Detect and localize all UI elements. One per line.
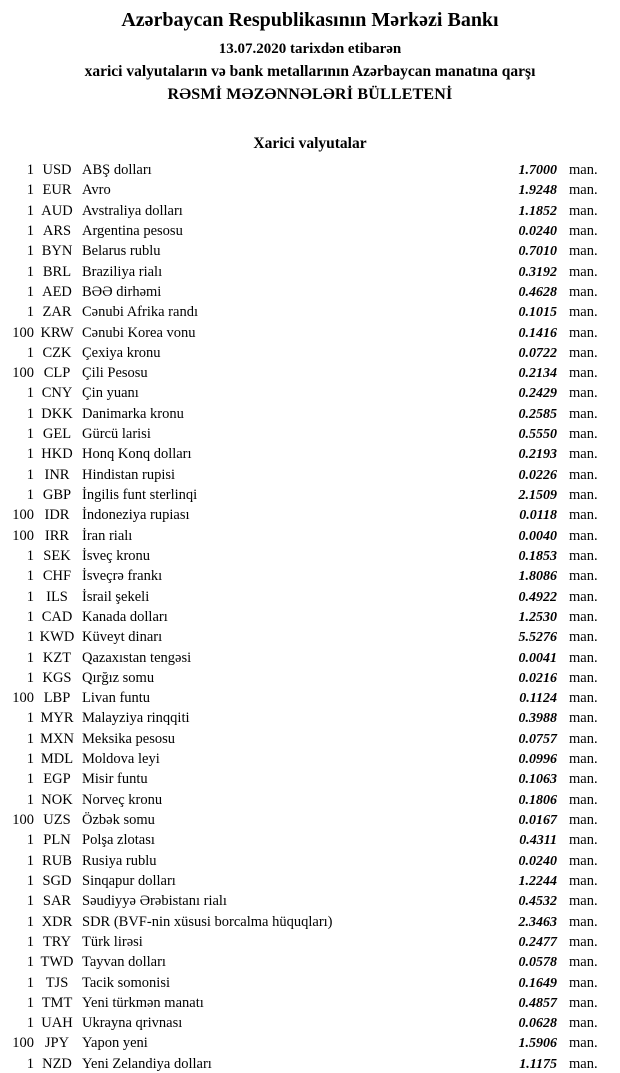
row-unit-label: man. xyxy=(569,405,598,422)
row-currency-name: Belarus rublu xyxy=(82,243,161,260)
row-currency-code: RUB xyxy=(42,852,72,869)
table-row xyxy=(0,587,620,607)
row-rate-value: 0.0118 xyxy=(519,508,557,524)
row-rate-value: 0.4922 xyxy=(518,589,557,605)
row-unit-label: man. xyxy=(569,426,598,443)
row-currency-name: Rusiya rublu xyxy=(82,852,157,869)
row-currency-code: KZT xyxy=(42,649,72,666)
row-currency-name: Danimarka kronu xyxy=(82,405,184,422)
row-unit-label: man. xyxy=(569,913,598,930)
row-currency-name: BƏƏ dirhəmi xyxy=(82,283,162,300)
row-unit-label: man. xyxy=(569,994,598,1011)
row-currency-code: UAH xyxy=(41,1015,73,1032)
row-rate-value: 0.2134 xyxy=(518,366,557,382)
currency-rates-table xyxy=(0,160,620,1073)
row-unit-label: man. xyxy=(569,466,598,483)
table-row xyxy=(0,262,620,282)
table-row xyxy=(0,871,620,891)
row-quantity: 1 xyxy=(26,771,34,788)
row-quantity: 1 xyxy=(26,730,34,747)
row-currency-name: Misir funtu xyxy=(82,771,148,788)
row-unit-label: man. xyxy=(569,832,598,849)
table-row xyxy=(0,546,620,566)
row-currency-name: Yapon yeni xyxy=(82,1035,148,1052)
row-currency-code: XDR xyxy=(41,913,73,930)
row-currency-code: CHF xyxy=(42,568,72,585)
row-currency-code: UZS xyxy=(43,812,71,828)
row-rate-value: 0.7010 xyxy=(518,244,557,260)
row-unit-label: man. xyxy=(569,283,598,300)
row-unit-label: man. xyxy=(569,771,598,788)
row-rate-value: 1.9248 xyxy=(518,183,557,199)
row-quantity: 1 xyxy=(26,547,34,564)
row-quantity: 100 xyxy=(12,812,34,828)
row-rate-value: 1.1175 xyxy=(519,1056,557,1072)
row-currency-name: Yeni Zelandiya dolları xyxy=(82,1055,212,1072)
table-row xyxy=(0,830,620,850)
row-unit-label: man. xyxy=(569,202,598,219)
row-currency-code: KGS xyxy=(42,669,72,686)
row-currency-name: Çin yuanı xyxy=(82,385,139,402)
row-quantity: 1 xyxy=(26,243,34,260)
row-currency-name: Yeni türkmən manatı xyxy=(82,994,204,1011)
row-unit-label: man. xyxy=(569,588,598,605)
row-rate-value: 0.2477 xyxy=(518,934,557,950)
table-row xyxy=(0,444,620,464)
row-currency-code: CLP xyxy=(43,365,71,382)
row-quantity: 1 xyxy=(26,182,34,199)
row-unit-label: man. xyxy=(569,710,598,727)
row-currency-name: Ukrayna qrivnası xyxy=(82,1015,183,1032)
row-currency-name: SDR (BVF-nin xüsusi borcalma hüquqları) xyxy=(82,913,333,930)
row-quantity: 1 xyxy=(26,263,34,280)
row-rate-value: 1.7000 xyxy=(518,163,557,178)
row-rate-value: 0.1063 xyxy=(518,772,557,788)
row-quantity: 100 xyxy=(12,365,34,382)
row-rate-value: 0.2429 xyxy=(518,386,557,402)
table-row xyxy=(0,851,620,871)
row-currency-name: Küveyt dinarı xyxy=(82,629,163,646)
row-rate-value: 0.1416 xyxy=(518,325,557,341)
table-row xyxy=(0,221,620,241)
row-quantity: 1 xyxy=(26,162,34,178)
row-currency-name: Çili Pesosu xyxy=(82,365,148,382)
row-rate-value: 2.3463 xyxy=(518,914,557,930)
row-unit-label: man. xyxy=(569,669,598,686)
table-row xyxy=(0,485,620,505)
row-currency-name: İsrail şekeli xyxy=(82,588,150,605)
row-unit-label: man. xyxy=(569,547,598,564)
row-currency-name: Meksika pesosu xyxy=(82,730,176,747)
row-rate-value: 1.8086 xyxy=(518,569,557,585)
row-currency-name: İngilis funt sterlinqi xyxy=(82,487,198,503)
row-unit-label: man. xyxy=(569,162,598,178)
row-rate-value: 0.1015 xyxy=(518,305,557,321)
row-rate-value: 0.1853 xyxy=(518,548,557,564)
row-currency-code: AED xyxy=(42,283,72,300)
row-rate-value: 0.4532 xyxy=(518,894,557,910)
table-row xyxy=(0,993,620,1013)
row-currency-code: EGP xyxy=(43,771,71,788)
row-currency-code: MXN xyxy=(40,730,74,747)
row-quantity: 1 xyxy=(26,1055,34,1072)
table-row xyxy=(0,465,620,485)
table-row xyxy=(0,424,620,444)
table-row xyxy=(0,1013,620,1033)
row-currency-name: Malayziya rinqqiti xyxy=(82,710,190,727)
row-quantity: 1 xyxy=(26,344,34,361)
row-currency-code: ILS xyxy=(46,588,68,605)
row-quantity: 100 xyxy=(12,690,34,707)
row-unit-label: man. xyxy=(569,182,598,199)
table-row xyxy=(0,627,620,647)
row-rate-value: 0.2585 xyxy=(518,406,557,422)
row-currency-code: GBP xyxy=(42,487,72,503)
row-rate-value: 0.0040 xyxy=(518,528,557,544)
row-unit-label: man. xyxy=(569,507,598,524)
row-quantity: 1 xyxy=(26,710,34,727)
row-currency-name: Braziliya rialı xyxy=(82,263,163,280)
row-currency-code: PLN xyxy=(43,832,71,849)
row-currency-name: Norveç kronu xyxy=(82,791,163,808)
row-currency-code: TMT xyxy=(41,994,73,1011)
row-unit-label: man. xyxy=(569,324,598,341)
row-rate-value: 0.0757 xyxy=(518,731,557,747)
row-rate-value: 1.2244 xyxy=(518,873,557,889)
row-rate-value: 0.4628 xyxy=(518,284,557,300)
row-rate-value: 1.2530 xyxy=(518,609,557,625)
subtitle-line: xarici valyutaların və bank metallarının Azərbaycan manatına qarşı xyxy=(84,63,536,80)
table-row xyxy=(0,607,620,627)
row-currency-name: Gürcü larisi xyxy=(82,426,151,443)
row-currency-code: BRL xyxy=(42,263,72,280)
row-quantity: 1 xyxy=(26,994,34,1011)
table-row xyxy=(0,688,620,708)
table-row xyxy=(0,526,620,546)
row-currency-name: Kanada dolları xyxy=(82,608,168,625)
row-currency-name: Özbək somu xyxy=(82,812,155,828)
row-unit-label: man. xyxy=(569,385,598,402)
table-row xyxy=(0,383,620,403)
row-currency-name: Türk lirəsi xyxy=(82,933,143,950)
row-currency-name: İran rialı xyxy=(82,527,133,544)
row-rate-value: 0.0996 xyxy=(518,752,557,768)
row-currency-code: JPY xyxy=(44,1035,70,1052)
row-currency-code: KRW xyxy=(40,324,74,341)
row-rate-value: 0.0240 xyxy=(518,853,557,869)
row-quantity: 1 xyxy=(26,1015,34,1032)
row-currency-code: MYR xyxy=(40,710,74,727)
row-unit-label: man. xyxy=(569,304,598,321)
row-rate-value: 0.0240 xyxy=(518,223,557,239)
row-currency-name: Moldova leyi xyxy=(82,751,160,768)
row-rate-value: 0.2193 xyxy=(518,447,557,463)
row-quantity: 1 xyxy=(26,872,34,889)
row-rate-value: 0.3988 xyxy=(518,711,557,727)
row-quantity: 1 xyxy=(26,446,34,463)
row-rate-value: 0.1124 xyxy=(519,691,557,707)
row-currency-code: INR xyxy=(44,466,70,483)
row-rate-value: 0.3192 xyxy=(518,264,557,280)
row-quantity: 1 xyxy=(26,832,34,849)
row-unit-label: man. xyxy=(569,263,598,280)
row-unit-label: man. xyxy=(569,527,598,544)
row-unit-label: man. xyxy=(569,954,598,971)
row-currency-name: İndoneziya rupiası xyxy=(82,507,190,524)
row-unit-label: man. xyxy=(569,690,598,707)
row-quantity: 100 xyxy=(12,507,34,524)
row-currency-code: NOK xyxy=(41,791,73,808)
row-currency-name: Polşa zlotası xyxy=(82,832,155,849)
row-rate-value: 0.0722 xyxy=(518,345,557,361)
row-currency-name: Cənubi Korea vonu xyxy=(82,324,196,341)
row-currency-code: EUR xyxy=(42,182,72,199)
row-currency-code: ARS xyxy=(42,222,72,239)
table-row xyxy=(0,729,620,749)
row-unit-label: man. xyxy=(569,568,598,585)
table-row xyxy=(0,952,620,972)
row-currency-code: BYN xyxy=(41,243,73,260)
row-currency-name: Tacik somonisi xyxy=(82,974,170,991)
row-quantity: 1 xyxy=(26,974,34,991)
row-quantity: 1 xyxy=(26,487,34,503)
row-quantity: 100 xyxy=(12,527,34,544)
row-currency-code: GEL xyxy=(42,426,72,443)
row-quantity: 1 xyxy=(26,852,34,869)
row-unit-label: man. xyxy=(569,791,598,808)
row-unit-label: man. xyxy=(569,1015,598,1032)
row-quantity: 1 xyxy=(26,669,34,686)
table-row xyxy=(0,343,620,363)
row-unit-label: man. xyxy=(569,344,598,361)
row-currency-name: Avro xyxy=(82,182,111,199)
row-currency-name: Tayvan dolları xyxy=(82,954,166,971)
row-quantity: 1 xyxy=(26,608,34,625)
row-currency-name: Honq Konq dolları xyxy=(82,446,192,463)
row-quantity: 1 xyxy=(26,466,34,483)
row-currency-name: Qazaxıstan tengəsi xyxy=(82,649,192,666)
row-quantity: 1 xyxy=(26,426,34,443)
row-unit-label: man. xyxy=(569,629,598,646)
row-currency-name: Avstraliya dolları xyxy=(82,202,183,219)
table-row xyxy=(0,749,620,769)
row-currency-code: ZAR xyxy=(42,304,72,321)
row-quantity: 1 xyxy=(26,568,34,585)
row-currency-name: Sinqapur dolları xyxy=(82,872,176,889)
bulletin-title: RƏSMİ MƏZƏNNƏLƏRİ BÜLLETENİ xyxy=(167,86,453,103)
row-quantity: 1 xyxy=(26,649,34,666)
row-currency-code: IDR xyxy=(44,507,70,524)
table-row xyxy=(0,790,620,810)
row-quantity: 1 xyxy=(26,893,34,910)
row-currency-code: TJS xyxy=(45,974,69,991)
row-currency-name: Argentina pesosu xyxy=(82,222,183,239)
row-currency-code: USD xyxy=(42,162,72,178)
row-currency-name: Çexiya kronu xyxy=(82,344,161,361)
row-quantity: 1 xyxy=(26,385,34,402)
row-unit-label: man. xyxy=(569,812,598,828)
row-rate-value: 0.4311 xyxy=(519,833,557,849)
row-unit-label: man. xyxy=(569,608,598,625)
row-currency-code: MDL xyxy=(40,751,74,768)
row-unit-label: man. xyxy=(569,365,598,382)
row-quantity: 100 xyxy=(12,1035,34,1052)
row-rate-value: 0.0167 xyxy=(518,813,557,828)
row-unit-label: man. xyxy=(569,933,598,950)
row-unit-label: man. xyxy=(569,1035,598,1052)
row-currency-code: TRY xyxy=(42,933,72,950)
row-quantity: 1 xyxy=(26,751,34,768)
row-quantity: 1 xyxy=(26,304,34,321)
row-unit-label: man. xyxy=(569,852,598,869)
row-quantity: 100 xyxy=(12,324,34,341)
row-currency-name: Qırğız somu xyxy=(82,669,155,686)
table-row xyxy=(0,1033,620,1053)
row-currency-code: NZD xyxy=(42,1055,72,1072)
table-row xyxy=(0,323,620,343)
row-rate-value: 0.0216 xyxy=(518,670,557,686)
row-currency-code: SEK xyxy=(43,547,71,564)
row-currency-name: İsveçrə frankı xyxy=(82,568,163,585)
page-title: Azərbaycan Respublikasının Mərkəzi Bankı xyxy=(121,9,499,31)
table-row xyxy=(0,668,620,688)
row-unit-label: man. xyxy=(569,893,598,910)
row-unit-label: man. xyxy=(569,222,598,239)
row-quantity: 1 xyxy=(26,913,34,930)
row-quantity: 1 xyxy=(26,202,34,219)
table-row xyxy=(0,932,620,952)
row-unit-label: man. xyxy=(569,730,598,747)
table-row xyxy=(0,282,620,302)
row-rate-value: 0.0041 xyxy=(518,650,557,666)
document-header xyxy=(0,8,620,106)
row-currency-code: CNY xyxy=(41,385,73,402)
row-unit-label: man. xyxy=(569,649,598,666)
table-row xyxy=(0,160,620,180)
row-unit-label: man. xyxy=(569,487,598,503)
row-currency-code: CAD xyxy=(41,608,73,625)
row-rate-value: 0.4857 xyxy=(518,995,557,1011)
row-currency-name: Livan funtu xyxy=(82,690,151,707)
row-quantity: 1 xyxy=(26,933,34,950)
row-currency-code: TWD xyxy=(40,954,74,971)
row-currency-code: SAR xyxy=(42,893,72,910)
table-row xyxy=(0,566,620,586)
row-currency-code: CZK xyxy=(42,344,72,361)
section-title-foreign-currencies: Xarici valyutalar xyxy=(253,135,367,152)
row-quantity: 1 xyxy=(26,588,34,605)
table-row xyxy=(0,302,620,322)
row-rate-value: 1.1852 xyxy=(518,203,557,219)
table-row xyxy=(0,404,620,424)
table-row xyxy=(0,363,620,383)
row-unit-label: man. xyxy=(569,974,598,991)
table-row xyxy=(0,505,620,525)
row-rate-value: 1.5906 xyxy=(518,1036,557,1052)
row-currency-name: ABŞ dolları xyxy=(82,162,152,178)
row-currency-name: Hindistan rupisi xyxy=(82,466,176,483)
table-row xyxy=(0,973,620,993)
table-row xyxy=(0,241,620,261)
row-quantity: 1 xyxy=(26,283,34,300)
effective-date-line: 13.07.2020 tarixdən etibarən xyxy=(218,41,402,57)
row-currency-code: IRR xyxy=(44,527,70,544)
table-row xyxy=(0,912,620,932)
row-currency-code: SGD xyxy=(42,872,72,889)
row-rate-value: 0.0226 xyxy=(518,467,557,483)
row-unit-label: man. xyxy=(569,872,598,889)
row-quantity: 1 xyxy=(26,629,34,646)
row-rate-value: 0.1806 xyxy=(518,792,557,808)
table-row xyxy=(0,180,620,200)
table-row xyxy=(0,1054,620,1073)
row-currency-code: LBP xyxy=(43,690,71,707)
table-row xyxy=(0,891,620,911)
row-currency-name: İsveç kronu xyxy=(82,547,151,564)
row-quantity: 1 xyxy=(26,405,34,422)
table-row xyxy=(0,201,620,221)
row-unit-label: man. xyxy=(569,751,598,768)
table-row xyxy=(0,769,620,789)
row-currency-code: DKK xyxy=(41,405,73,422)
row-unit-label: man. xyxy=(569,1055,598,1072)
table-row xyxy=(0,708,620,728)
row-rate-value: 0.1649 xyxy=(518,975,557,991)
row-unit-label: man. xyxy=(569,243,598,260)
row-unit-label: man. xyxy=(569,446,598,463)
row-currency-name: Cənubi Afrika randı xyxy=(82,304,198,321)
row-rate-value: 0.0578 xyxy=(518,955,557,971)
row-rate-value: 0.0628 xyxy=(518,1016,557,1032)
row-quantity: 1 xyxy=(26,954,34,971)
table-row xyxy=(0,648,620,668)
row-rate-value: 2.1509 xyxy=(518,488,557,503)
table-row xyxy=(0,810,620,830)
row-currency-code: HKD xyxy=(41,446,73,463)
row-currency-code: KWD xyxy=(39,629,75,646)
row-rate-value: 0.5550 xyxy=(518,427,557,443)
row-currency-code: AUD xyxy=(41,202,73,219)
row-rate-value: 5.5276 xyxy=(518,630,557,646)
row-currency-name: Səudiyyə Ərəbistanı rialı xyxy=(82,893,227,910)
row-quantity: 1 xyxy=(26,791,34,808)
row-quantity: 1 xyxy=(26,222,34,239)
